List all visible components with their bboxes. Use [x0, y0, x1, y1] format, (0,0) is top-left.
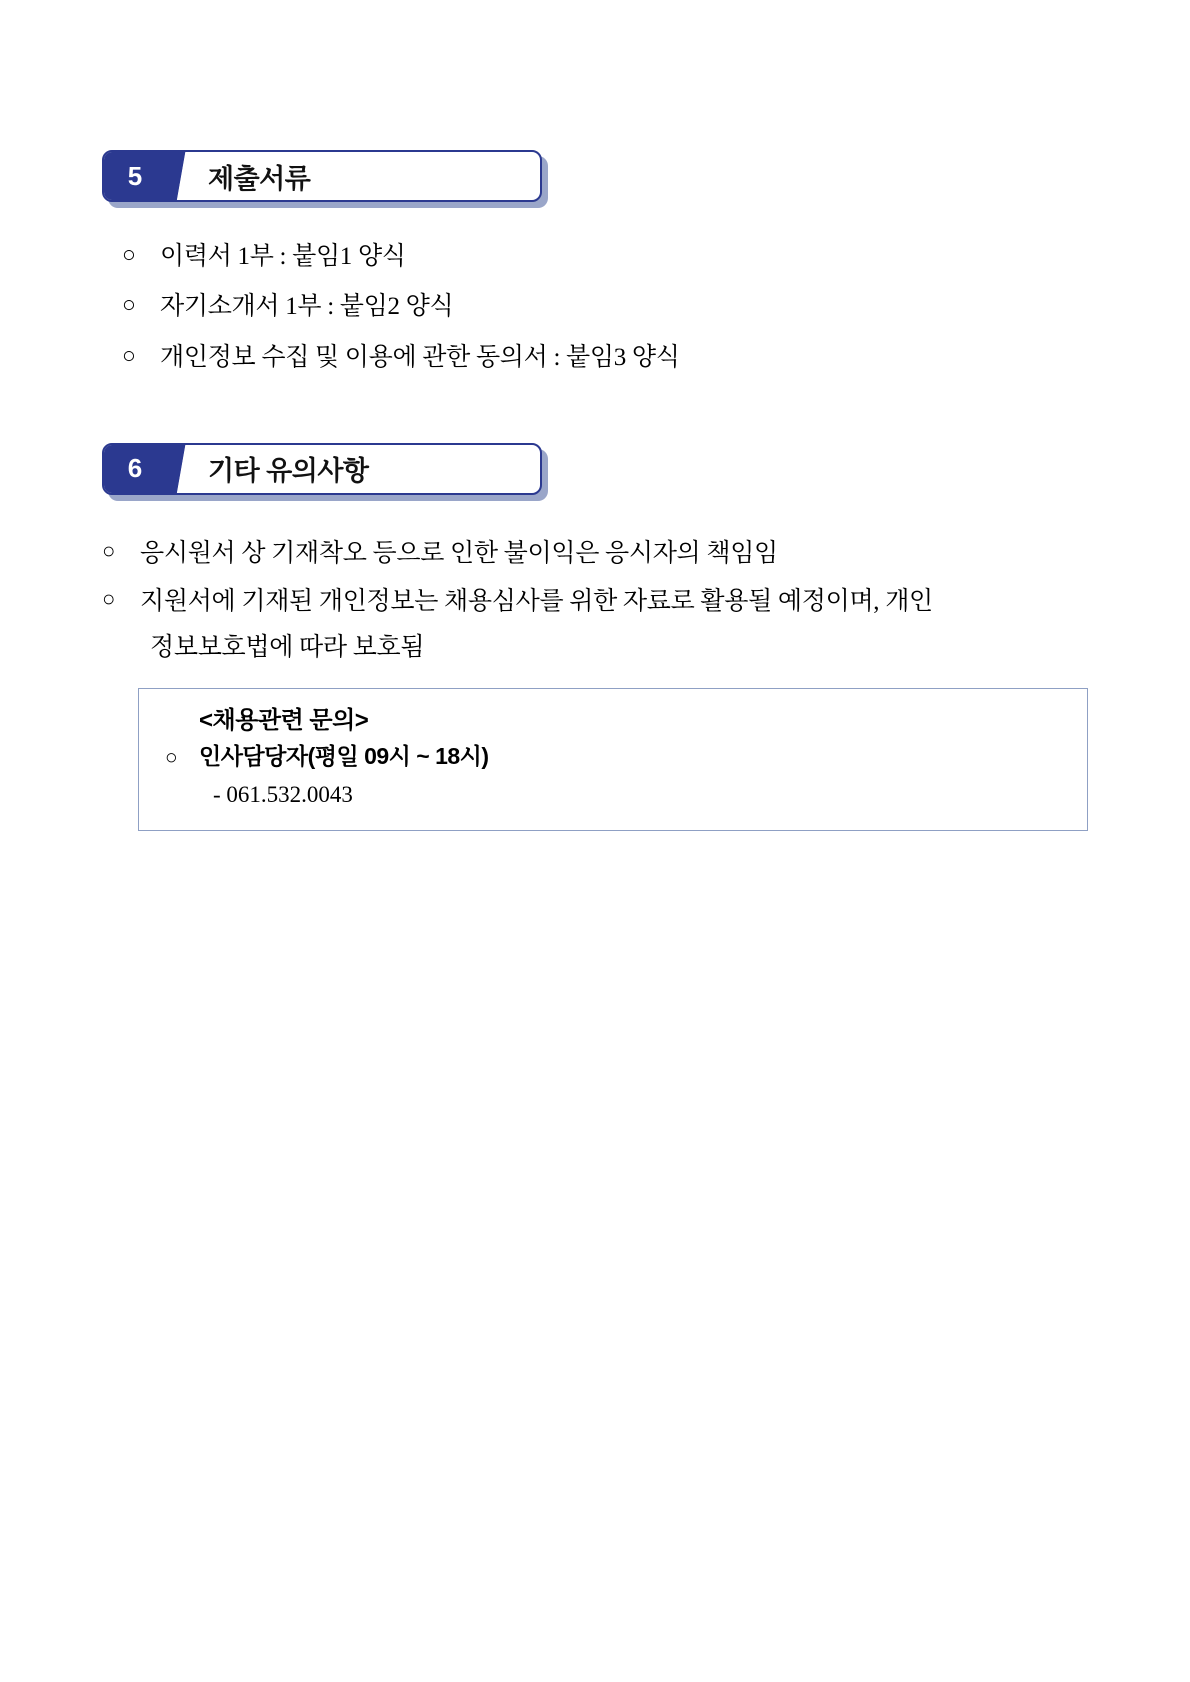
- list-item-text: 이력서 1부 : 붙임1 양식: [160, 243, 406, 270]
- contact-box-title: <채용관련 문의>: [199, 706, 369, 734]
- section-5-title: 제출서류: [208, 163, 311, 194]
- contact-phone-number: - 061.532.0043: [213, 782, 353, 808]
- list-item-text: 개인정보 수집 및 이용에 관한 동의서 : 붙임3 양식: [160, 343, 680, 371]
- list-item-text: 자기소개서 1부 : 붙임2 양식: [160, 293, 454, 321]
- list-item: [122, 335, 1090, 381]
- banner-slash-decoration: [166, 152, 200, 200]
- banner-slash-decoration: [166, 445, 200, 493]
- section-6-banner: [102, 443, 542, 501]
- list-item: [122, 234, 1090, 280]
- list-item-text: 지원서에 기재된 개인정보는 채용심사를 위한 자료로 활용될 예정이며, 개인: [140, 588, 933, 615]
- banner-body: [102, 443, 542, 495]
- circle-bullet-icon: ○: [122, 342, 136, 368]
- section-5-number: 5: [104, 152, 166, 200]
- circle-bullet-icon: ○: [102, 537, 115, 563]
- circle-bullet-icon: ○: [122, 292, 136, 318]
- contact-box: [138, 688, 1088, 832]
- section-5-list: [122, 234, 1090, 381]
- list-item: [102, 531, 1090, 577]
- list-item-text: 응시원서 상 기재착오 등으로 인한 불이익은 응시자의 책임임: [140, 539, 778, 567]
- circle-bullet-icon: ○: [122, 242, 136, 267]
- circle-bullet-icon: ○: [102, 586, 115, 611]
- list-item: [102, 579, 1090, 672]
- list-item-text-wrapper: [140, 579, 1090, 672]
- section-6: [100, 443, 1090, 831]
- list-item-text-continued: 정보보호법에 따라 보호됨: [150, 634, 425, 662]
- section-6-number: 6: [104, 445, 166, 493]
- section-6-list: [102, 531, 1090, 672]
- contact-box-line: [157, 739, 1069, 778]
- banner-body: [102, 150, 542, 202]
- section-5-banner: [102, 150, 542, 208]
- contact-person-text: 인사담당자(평일 09시 ~ 18시): [199, 742, 489, 769]
- section-5: [100, 150, 1090, 381]
- circle-bullet-icon: ○: [165, 745, 178, 769]
- list-item: [122, 284, 1090, 330]
- section-6-title: 기타 유의사항: [208, 456, 369, 487]
